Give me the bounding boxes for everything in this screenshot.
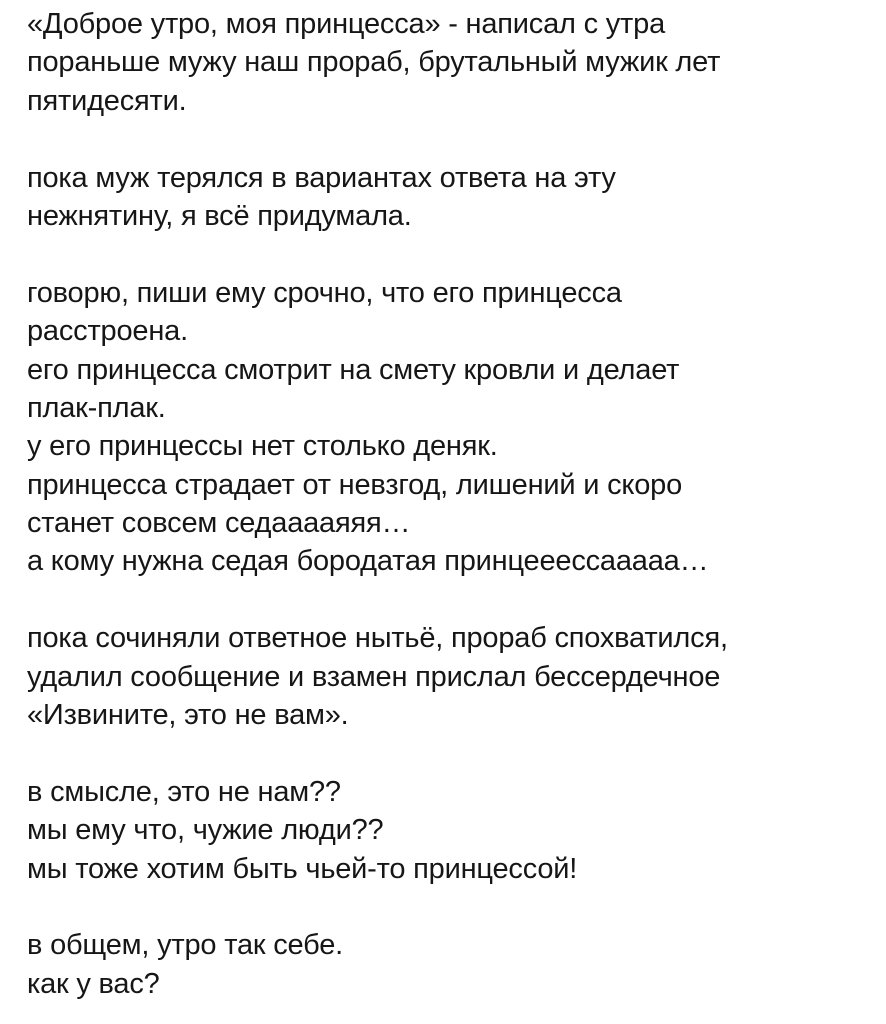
text-line: а кому нужна седая бородатая принцееессааааа… (27, 545, 709, 578)
paragraph (27, 5, 877, 120)
text-line: удалил сообщение и взамен прислал бессердечное (27, 660, 721, 693)
paragraph-gap (27, 888, 877, 926)
text-line: пораньше мужу наш прораб, брутальный мужик лет (27, 46, 721, 79)
paragraph (27, 926, 877, 1003)
text-line: его принцесса смотрит на смету кровли и делает (27, 353, 680, 386)
text-line: расстроена. (27, 315, 188, 348)
paragraph-gap (27, 734, 877, 772)
text-line: нежнятину, я всё придумала. (27, 199, 412, 232)
text-line: станет совсем седааааяяя… (27, 507, 411, 540)
text-line: пока сочиняли ответное нытьё, прораб спохватился, (27, 622, 728, 655)
text-line: говорю, пиши ему срочно, что его принцесса (27, 276, 622, 309)
text-line: мы тоже хотим быть чьей-то принцессой! (27, 852, 578, 885)
paragraph (27, 159, 877, 236)
text-line: «Доброе утро, моя принцесса» - написал с утра (27, 8, 665, 40)
text-line: как у вас? (27, 967, 160, 1000)
paragraph-gap (27, 235, 877, 273)
paragraph (27, 274, 877, 581)
text-line: пятидесяти. (27, 84, 187, 117)
text-line: плак-плак. (27, 391, 166, 424)
paragraph (27, 773, 877, 888)
post-text (27, 5, 877, 1003)
text-line: принцесса страдает от невзгод, лишений и скоро (27, 468, 682, 501)
text-line: у его принцессы нет столько деняк. (27, 430, 498, 463)
text-line: пока муж терялся в вариантах ответа на эту (27, 161, 616, 194)
text-line: мы ему что, чужие люди?? (27, 814, 384, 847)
text-line: «Извините, это не вам». (27, 699, 349, 732)
text-line: в смысле, это не нам?? (27, 775, 341, 808)
text-line: в общем, утро так себе. (27, 929, 344, 962)
paragraph (27, 619, 877, 734)
paragraph-gap (27, 581, 877, 619)
paragraph-gap (27, 120, 877, 158)
